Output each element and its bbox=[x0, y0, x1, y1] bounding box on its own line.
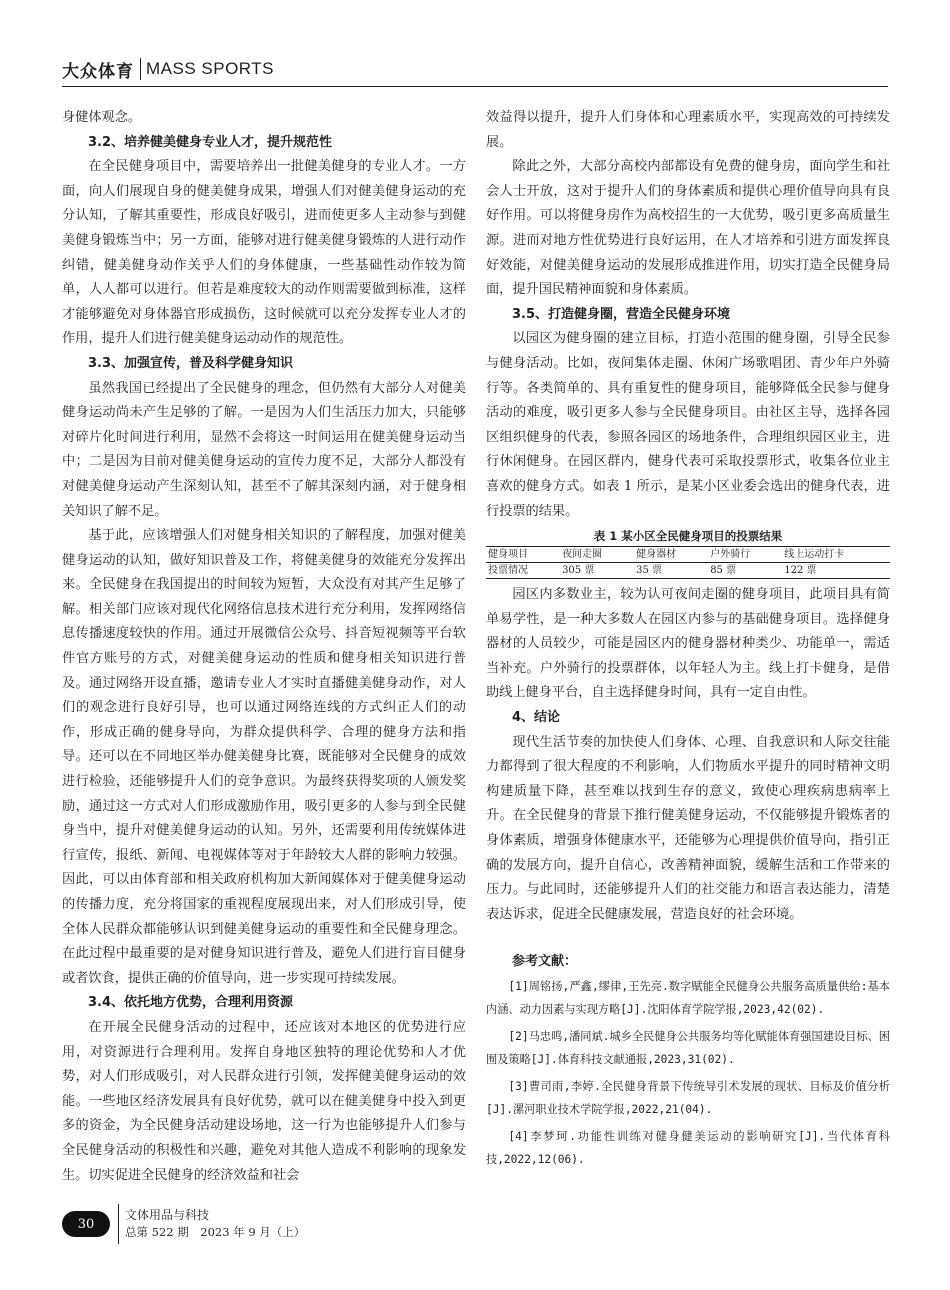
footer-info bbox=[125, 1207, 305, 1241]
table-header-cell: 健身器材 bbox=[634, 547, 708, 563]
table-title: 表 1 某小区全民健身项目的投票结果 bbox=[593, 529, 783, 544]
paragraph-conclusion: 现代生活节奏的加快使人们身体、心理、自我意识和人际交往能力都得到了很大程度的不利影响，人们物质水平提升的同时精神文明构建质量下降，甚至难以找到生存的意义，致使心理疾病患病率上升。在全民健身的背景下推行健美健身运动，不仅能够提升锻炼者的身体素质，增强身体健康水平，还能够为心理提供价值导向，指引正确的发展方向，提升自信心，改善精神面貌，缓解生活和工作带来的压力。与此同时，还能够提升人们的社交能力和语言表达能力，清楚表达诉求，促进全民健康发展，营造良好的社会环境。 bbox=[486, 734, 890, 922]
references-title: 参考文献： bbox=[512, 954, 578, 970]
page-number: 30 bbox=[62, 1211, 110, 1237]
table-header-cell: 线上运动打卡 bbox=[782, 547, 890, 563]
paragraph-gym: 除此之外，大部分高校内部都设有免费的健身房，面向学生和社会人士开放，这对于提升人们的身体素质和提供心理价值导向具有良好作用。可以将健身房作为高校招生的一大优势，吸引更多高质量生源。进而对地方性优势进行良好运用，在人才培养和引进方面发挥良好效能，对健美健身运动的发展形成推进作用，切实打造全民健身局面，提升国民精神面貌和身体素质。 bbox=[486, 159, 890, 298]
left-column bbox=[62, 106, 466, 1188]
journal-header bbox=[62, 56, 274, 82]
brand-chinese: 大众体育 bbox=[62, 61, 134, 82]
brand-english: MASS SPORTS bbox=[146, 59, 274, 78]
votes-table bbox=[486, 546, 890, 579]
table-header-cell: 夜间走圈 bbox=[560, 547, 634, 563]
table-cell: 35 票 bbox=[634, 563, 708, 579]
table-header-cell: 户外骑行 bbox=[708, 547, 782, 563]
section-heading-3-5: 3.5、打造健身圈，营造全民健身环境 bbox=[512, 306, 731, 322]
table-cell: 122 票 bbox=[782, 563, 890, 579]
paragraph-3-3-a: 虽然我国已经提出了全民健身的理念，但仍然有大部分人对健美健身运动尚未产生足够的了解。一是因为人们生活压力加大，只能够对碎片化时间进行利用，显然不会将这一时间运用在健美健身运动当中；二是因为目前对健美健身运动的宣传力度不足，大部分人都没有对健美健身运动产生深刻认知，甚至不了解其深刻内涵，对于健身相关知识了解不足。 bbox=[62, 380, 466, 519]
section-heading-4: 4、结论 bbox=[512, 710, 561, 726]
header-separator bbox=[140, 58, 141, 80]
reference-item: [3]曹司雨,李婷.全民健身背景下传统导引术发展的现状、目标及价值分析[J].漯河职业技术学院学报,2022,21(04). bbox=[486, 1080, 890, 1117]
paragraph-continued-right: 效益得以提升，提升人们身体和心理素质水平，实现高效的可持续发展。 bbox=[486, 110, 890, 150]
paragraph-3-3-b: 基于此，应该增强人们对健身相关知识的了解程度，加强对健美健身运动的认知，做好知识普及工作，将健美健身的效能充分发挥出来。全民健身在我国提出的时间较为短暂，大众没有对其产生足够了解。相关部门应该对现代化网络信息技术进行充分利用，发挥网络信息传播速度较快的作用。通过开展微信公众号、抖音短视频等平台软件官方账号的方式，对健美健身运动的性质和健身相关知识进行普及。通过网络开设直播，邀请专业人才实时直播健美健身动作，对人们的观念进行良好引导，也可以通过网络连线的方式纠正人们的动作，形成正确的健身导向，为群众提供科学、合理的健身方法和指导。还可以在不同地区举办健美健身比赛，既能够对全民健身的成效进行检验，还能够提升人们的竞争意识。为最终获得奖项的人颁发奖励，通过这一方式对人们形成激励作用，吸引更多的人参与到全民健身当中，提升对健美健身运动的认知。另外，还需要利用传统媒体进行宣传，报纸、新闻、电视媒体等对于年龄较大人群的影响力较强。因此，可以由体育部和相关政府机构加大新闻媒体对于健美健身运动的传播力度，充分将国家的重视程度展现出来，对人们形成引导，使全体人民群众都能够认识到健美健身运动的重要性和全民健身理念。在此过程中最重要的是对健身知识进行普及，避免人们进行盲目健身或者饮食，提供正确的价值导向，进一步实现可持续发展。 bbox=[62, 528, 466, 986]
paragraph-table-analysis: 园区内多数业主，较为认可夜间走圈的健身项目，此项目具有简单易学性，是一种大多数人在园区内参与的基础健身项目。选择健身器材的人员较少，可能是园区内的健身器材种类少、功能单一，需适当补充。户外骑行的投票群体，以年轻人为主。线上打卡健身，是借助线上健身平台，自主选择健身时间，具有一定自由性。 bbox=[486, 587, 890, 701]
section-heading-3-3: 3.3、加强宣传，普及科学健身知识 bbox=[88, 355, 294, 371]
paragraph-3-5: 以园区为健身圈的建立目标，打造小范围的健身圈，引导全民参与健身活动。比如，夜间集体走圈、休闲广场歌唱团、青少年户外骑行等。各类简单的、具有重复性的健身项目，能够降低全民参与健身活动的难度，吸引更多人参与全民健身项目。由社区主导，选择各园区组织健身的代表，参照各园区的场地条件，合理组织园区业主，进行休闲健身。在园区群内，健身代表可采取投票形式，收集各位业主喜欢的健身方式。如表 1 所示，是某小区业委会选出的健身代表，进行投票的结果。 bbox=[486, 331, 890, 519]
paragraph-3-2: 在全民健身项目中，需要培养出一批健美健身的专业人才。一方面，向人们展现自身的健美健身成果，增强人们对健美健身运动的充分认知，了解其重要性，形成良好吸引，进而使更多人主动参与到健美健身锻炼当中；另一方面，能够对进行健美健身锻炼的人进行动作纠错，健美健身动作关乎人们的身体健康，一些基础性动作较为简单，人人都可以进行。但若是难度较大的动作则需要做到标准，这样才能够避免对身体器官形成损伤，这时候就可以充分发挥专业人才的作用，提升人们进行健美健身运动动作的规范性。 bbox=[62, 159, 466, 347]
reference-item: [2]马忠鸣,潘同斌.城乡全民健身公共服务均等化赋能体育强国建设目标、困囿及策略[J].体育科技文献通报,2023,31(02). bbox=[486, 1030, 890, 1067]
table-header-row bbox=[486, 547, 890, 563]
paragraph-3-4: 在开展全民健身活动的过程中，还应该对本地区的优势进行应用，对资源进行合理利用。发挥自身地区独特的理论优势和人才优势，对人们形成吸引，对人民群众进行引领，发挥健美健身运动的效能。一些地区经济发展具有良好优势，就可以在健美健身中投入到更多的资金，为全民健身活动建设场地，这一行为也能够提升人们参与全民健身活动的积极性和兴趣，避免对其他人造成不利影响的现象发生。切实促进全民健身的经济效益和社会 bbox=[62, 1019, 466, 1183]
table-cell: 投票情况 bbox=[486, 563, 560, 579]
page-footer bbox=[62, 1204, 305, 1244]
table-header-cell: 健身项目 bbox=[486, 547, 560, 563]
references bbox=[486, 949, 890, 1171]
table-cell: 305 票 bbox=[560, 563, 634, 579]
table-cell: 85 票 bbox=[708, 563, 782, 579]
footer-journal: 文体用品与科技 bbox=[125, 1208, 210, 1222]
right-column bbox=[486, 106, 890, 1175]
reference-item: [4]李梦珂.功能性训练对健身健美运动的影响研究[J].当代体育科技,2022,12(06). bbox=[486, 1130, 890, 1167]
paragraph-continued: 身健体观念。 bbox=[62, 110, 142, 125]
section-heading-3-2: 3.2、培养健美健身专业人才，提升规范性 bbox=[88, 134, 333, 150]
footer-issue: 总第 522 期 2023 年 9 月（上） bbox=[125, 1225, 306, 1239]
section-heading-3-4: 3.4、依托地方优势，合理利用资源 bbox=[88, 995, 294, 1011]
footer-divider bbox=[118, 1204, 119, 1244]
reference-item: [1]周铭扬,严鑫,缪律,王先亮.数字赋能全民健身公共服务高质量供给:基本内涵、动力因素与实现方略[J].沈阳体育学院学报,2023,42(02). bbox=[486, 980, 890, 1017]
header-rule bbox=[62, 86, 888, 87]
table-row bbox=[486, 563, 890, 579]
